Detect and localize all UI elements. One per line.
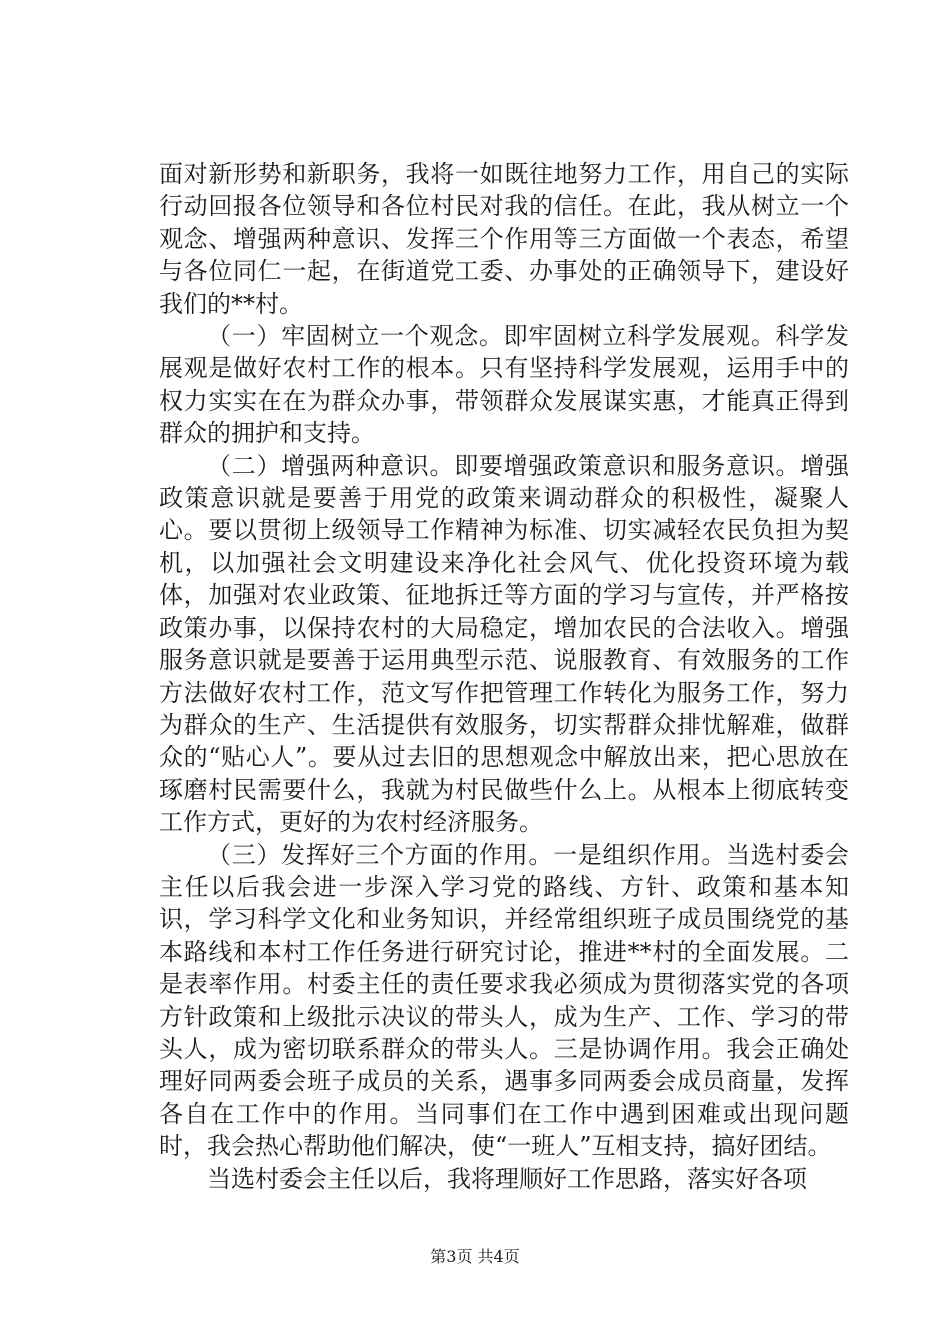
paragraph-section-three: （三）发挥好三个方面的作用。一是组织作用。当选村委会主任以后我会进一步深入学习党的路线、方针、政策和基本知识，学习科学文化和业务知识，并经常组织班子成员围绕党的基本路线和本村工作任务进行研究讨论，推进**村的全面发展。二是表率作用。村委主任的责任要求我必须成为贯彻落实党的各项方针政策和上级批示决议的带头人，成为生产、工作、学习的带头人，成为密切联系群众的带头人。三是协调作用。我会正确处理好同两委会班子成员的关系，遇事多同两委会成员商量，发挥各自在工作中的作用。当同事们在工作中遇到困难或出现问题时，我会热心帮助他们解决，使“一班人”互相支持，搞好团结。 xyxy=(159,840,849,1161)
paragraph-intro: 面对新形势和新职务，我将一如既往地努力工作，用自己的实际行动回报各位领导和各位村民对我的信任。在此，我从树立一个观念、增强两种意识、发挥三个作用等三方面做一个表态，希望与各位同仁一起，在街道党工委、办事处的正确领导下，建设好我们的**村。 xyxy=(159,160,849,318)
paragraph-section-two: （二）增强两种意识。即要增强政策意识和服务意识。增强政策意识就是要善于用党的政策来调动群众的积极性，凝聚人心。要以贯彻上级领导工作精神为标准、切实减轻农民负担为契机，以加强社会文明建设来净化社会风气、优化投资环境为载体，加强对农业政策、征地拆迁等方面的学习与宣传，并严格按政策办事，以保持农村的大局稳定，增加农民的合法收入。增强服务意识就是要善于运用典型示范、说服教育、有效服务的工作方法做好农村工作，范文写作把管理工作转化为服务工作，努力为群众的生产、生活提供有效服务，切实帮群众排忧解难，做群众的“贴心人”。要从过去旧的思想观念中解放出来，把心思放在琢磨村民需要什么，我就为村民做些什么上。从根本上彻底转变工作方式，更好的为农村经济服务。 xyxy=(159,451,849,837)
paragraph-section-one: （一）牢固树立一个观念。即牢固树立科学发展观。科学发展观是做好农村工作的根本。只有坚持科学发展观，运用手中的权力实实在在为群众办事，带领群众发展谋实惠，才能真正得到群众的拥护和支持。 xyxy=(159,322,849,448)
paragraph-closing: 当选村委会主任以后，我将理顺好工作思路，落实好各项 xyxy=(207,1164,807,1193)
page-number-footer: 第3页 共4页 xyxy=(430,1247,520,1266)
document-body xyxy=(159,158,849,1195)
